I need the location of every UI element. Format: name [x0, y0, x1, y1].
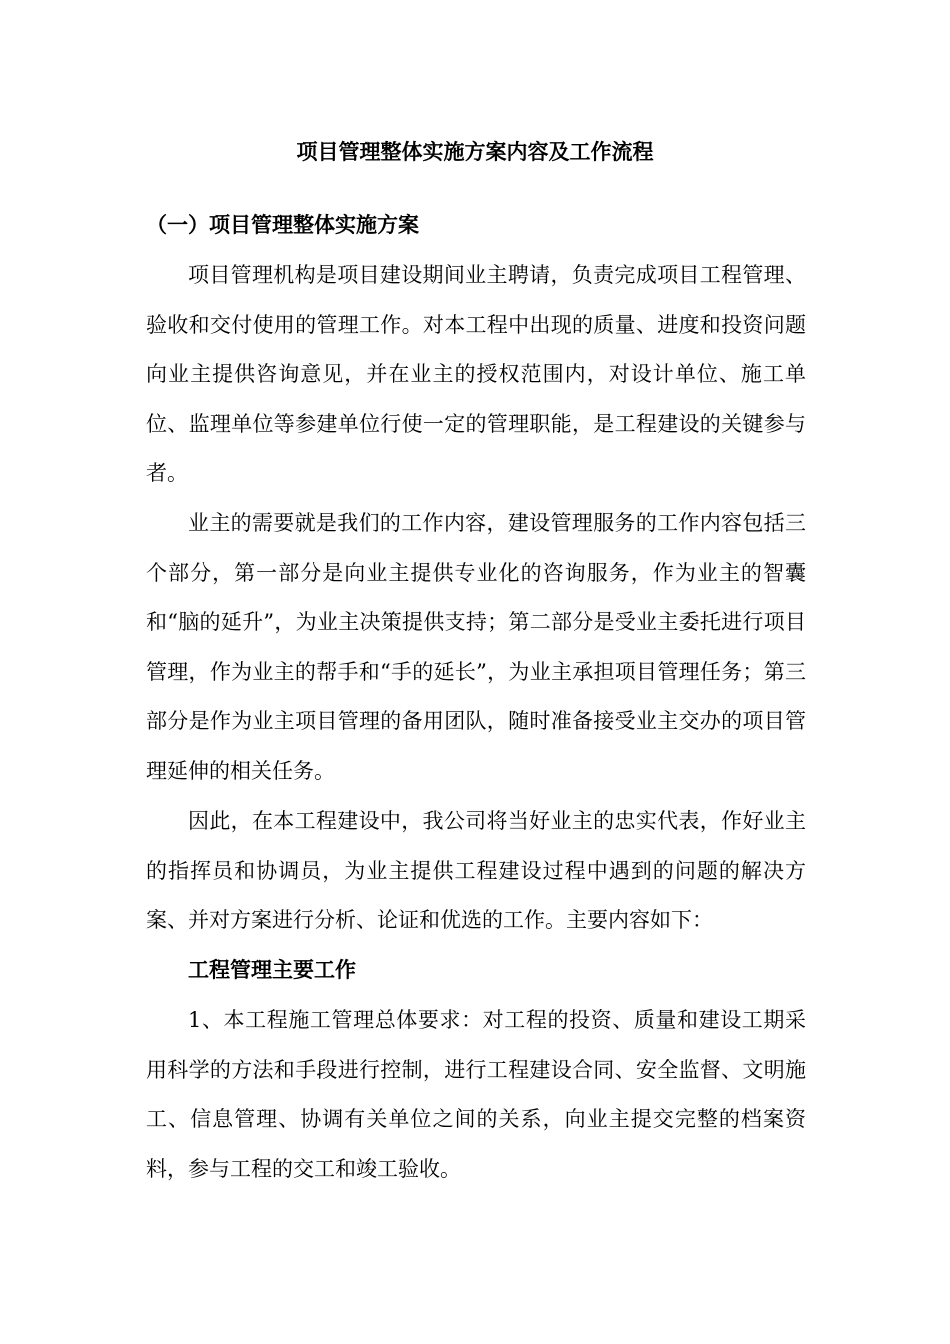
paragraph-company-role: 因此，在本工程建设中，我公司将当好业主的忠实代表，作好业主的指挥员和协调员，为业主提供工程建设过程中遇到的问题的解决方案、并对方案进行分析、论证和优选的工作。主要内容如下： — [146, 809, 806, 932]
paragraph-management-agency: 项目管理机构是项目建设期间业主聘请，负责完成项目工程管理、验收和交付使用的管理工作。对本工程中出现的质量、进度和投资问题向业主提供咨询意见，并在业主的授权范围内，对设计单位、施工单位、监理单位等参建单位行使一定的管理职能，是工程建设的关键参与者。 — [146, 263, 806, 485]
section-heading: （一）项目管理整体实施方案 — [146, 212, 419, 237]
sub-heading-main-work: 工程管理主要工作 — [188, 957, 356, 982]
paragraph-service-content: 业主的需要就是我们的工作内容，建设管理服务的工作内容包括三个部分，第一部分是向业主提供专业化的咨询服务，作为业主的智囊和“脑的延升”，为业主决策提供支持；第二部分是受业主委托进行项目管理，作为业主的帮手和“手的延长”，为业主承担项目管理任务；第三部分是作为业主项目管理的备用团队，随时准备接受业主交办的项目管理延伸的相关任务。 — [146, 511, 806, 783]
list-item-general-requirements: 1、本工程施工管理总体要求：对工程的投资、质量和建设工期采用科学的方法和手段进行控制，进行工程建设合同、安全监督、文明施工、信息管理、协调有关单位之间的关系，向业主提交完整的档案资料，参与工程的交工和竣工验收。 — [146, 1008, 806, 1181]
document-title: 项目管理整体实施方案内容及工作流程 — [296, 139, 654, 164]
